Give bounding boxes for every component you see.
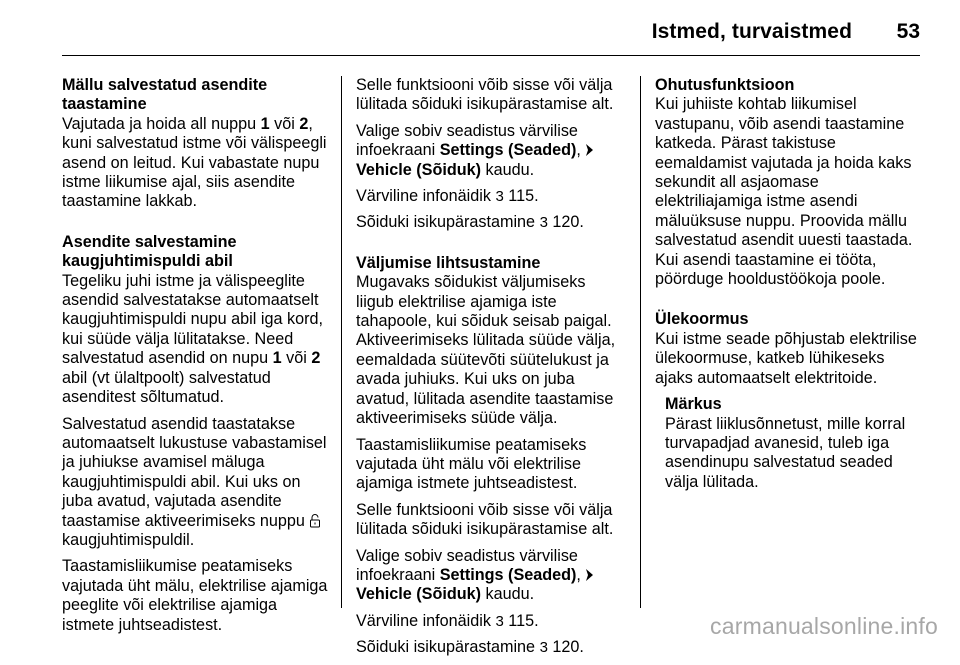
paragraph bbox=[356, 638, 626, 657]
page-reference-icon: 3 bbox=[495, 188, 504, 206]
page-reference: 115. bbox=[503, 187, 539, 206]
text: Värviline infonäidik bbox=[356, 187, 496, 206]
page-title: Istmed, turvaistmed bbox=[651, 20, 852, 43]
text: , kuni salvestatud istme või välispeegli asend on leitud. Kui vabastate nupu istme liikumise ajal, siis asendite taastamine lakkab. bbox=[62, 114, 327, 211]
paragraph bbox=[356, 187, 626, 206]
section-heading-memory-restore: Mällu salvestatud asendite taastamine bbox=[62, 76, 268, 114]
paragraph: Taastamisliikumise peatamiseks vajutada üht mälu, elektrilise ajamiga peeglite või elektrilise ajamiga istmete juhtseadistest. bbox=[62, 557, 328, 634]
spacer bbox=[655, 296, 920, 310]
column-2 bbox=[356, 76, 626, 665]
section-heading-overload: Ülekoormus bbox=[655, 310, 749, 329]
page-reference: 115. bbox=[503, 611, 539, 630]
button-2-ref: 2 bbox=[311, 349, 321, 368]
text: Tegeliku juhi istme ja välispeeglite asendid salvestatakse automaatselt kaugjuhtimispuldi nupu abil iga kord, kui süüde välja lülitatakse. Need salvestatud asendid on nupu bbox=[62, 271, 323, 368]
note-box bbox=[655, 395, 920, 492]
paragraph: Selle funktsiooni võib sisse või välja lülitada sõiduki isikupärastamise alt. bbox=[356, 500, 614, 539]
spacer bbox=[62, 219, 330, 233]
page-reference-icon: 3 bbox=[539, 214, 548, 232]
unlock-button-icon bbox=[309, 513, 321, 528]
paragraph: Selle funktsiooni võib sisse või välja lülitada sõiduki isikupärastamise alt. bbox=[356, 76, 614, 114]
text: Sõiduki isikupärastamine bbox=[356, 638, 540, 657]
text: või bbox=[269, 114, 300, 133]
paragraph bbox=[356, 547, 626, 605]
watermark: carmanualsonline.info bbox=[710, 613, 938, 639]
paragraph: Kui juhiiste kohtab liikumisel vastupanu, võib asendi taastamine katkeda. Pärast takistuse eemaldamist vajutada ja hoida kaks sekundit all asjaomase elektriliajamiga istme asendi mäluüksuse nuppu. Proovida mällu salvestatud asendit uuesti taastada. Kui asendi taastamine ei tööta, pöörduge hooldustöökoja poole. bbox=[655, 95, 913, 289]
menu-arrow-icon bbox=[585, 569, 594, 581]
text: kaudu. bbox=[481, 585, 535, 604]
paragraph: Kui istme seade põhjustab elektrilise ülekoormuse, katkeb lühikeseks ajaks automaatselt elektritoide. bbox=[655, 329, 917, 387]
page-reference: 120. bbox=[547, 638, 584, 657]
spacer bbox=[356, 240, 626, 254]
button-1-ref: 1 bbox=[272, 349, 282, 368]
text: Sõiduki isikupärastamine bbox=[356, 213, 540, 232]
header-divider bbox=[62, 55, 920, 56]
menu-vehicle-label: Vehicle (Sõiduk) bbox=[356, 160, 482, 179]
page-number: 53 bbox=[896, 20, 920, 43]
column-divider-1 bbox=[341, 76, 342, 608]
page-reference-icon: 3 bbox=[495, 612, 504, 630]
column-1 bbox=[62, 76, 330, 642]
text: , bbox=[576, 141, 586, 160]
text: Valige sobiv seadistus värvilise infoekraani bbox=[356, 546, 578, 584]
paragraph: Mugavaks sõidukist väljumiseks liigub elektrilise ajamiga iste tahapoole, kui sõiduk seisab paigal. Aktiveerimiseks lülitada süüde välja, eemaldada süütevõti süütelukust ja avada juhiuks. Kui uks on juba avatud, lülitada asendite taastamise aktiveerimiseks süüde välja. bbox=[356, 273, 616, 428]
text: kaudu. bbox=[481, 160, 535, 179]
button-2-ref: 2 bbox=[299, 114, 309, 133]
text: kaugjuhtimispuldil. bbox=[62, 530, 195, 549]
paragraph bbox=[356, 122, 626, 180]
page-header bbox=[62, 14, 920, 50]
menu-settings-label: Settings (Seaded) bbox=[439, 565, 577, 584]
text: abil (vt ülaltpoolt) salvestatud asenditest sõltumatud. bbox=[62, 368, 271, 407]
text: Vajutada ja hoida all nuppu bbox=[62, 114, 261, 133]
paragraph bbox=[62, 115, 330, 212]
paragraph: Taastamisliikumise peatamiseks vajutada üht mälu või elektrilise ajamiga istmete juhtseadistest. bbox=[356, 435, 587, 493]
text: Salvestatud asendid taastatakse automaatselt lukustuse vabastamisel ja juhiukse avamisel mäluga kaugjuhtimispuldi abil. Kui uks on juba avatud, vajutada asendite taastamise aktiveerimiseks nuppu bbox=[62, 414, 327, 530]
note-heading: Märkus bbox=[665, 395, 722, 414]
button-1-ref: 1 bbox=[260, 114, 270, 133]
paragraph bbox=[356, 612, 626, 631]
paragraph bbox=[356, 213, 626, 232]
section-heading-easy-exit: Väljumise lihtsustamine bbox=[356, 253, 541, 272]
text: või bbox=[281, 349, 312, 368]
page-reference-icon: 3 bbox=[539, 639, 548, 657]
section-heading-safety: Ohutusfunktsioon bbox=[655, 76, 795, 94]
column-divider-2 bbox=[640, 76, 641, 608]
paragraph bbox=[62, 272, 330, 408]
note-text: Pärast liiklusõnnetust, mille korral turvapadjad avanesid, tuleb iga asendinupu salvestatud seaded välja lülitada. bbox=[665, 414, 906, 491]
column-3 bbox=[655, 76, 920, 499]
paragraph bbox=[62, 415, 330, 551]
menu-vehicle-label: Vehicle (Sõiduk) bbox=[356, 585, 482, 604]
page-reference: 120. bbox=[547, 213, 584, 232]
section-heading-remote-save: Asendite salvestamine kaugjuhtimispuldi abil bbox=[62, 232, 237, 271]
text: Valige sobiv seadistus värvilise infoekraani bbox=[356, 121, 578, 160]
menu-settings-label: Settings (Seaded) bbox=[439, 141, 577, 160]
text: , bbox=[576, 565, 586, 584]
text: Värviline infonäidik bbox=[356, 611, 496, 630]
menu-arrow-icon bbox=[585, 144, 594, 156]
